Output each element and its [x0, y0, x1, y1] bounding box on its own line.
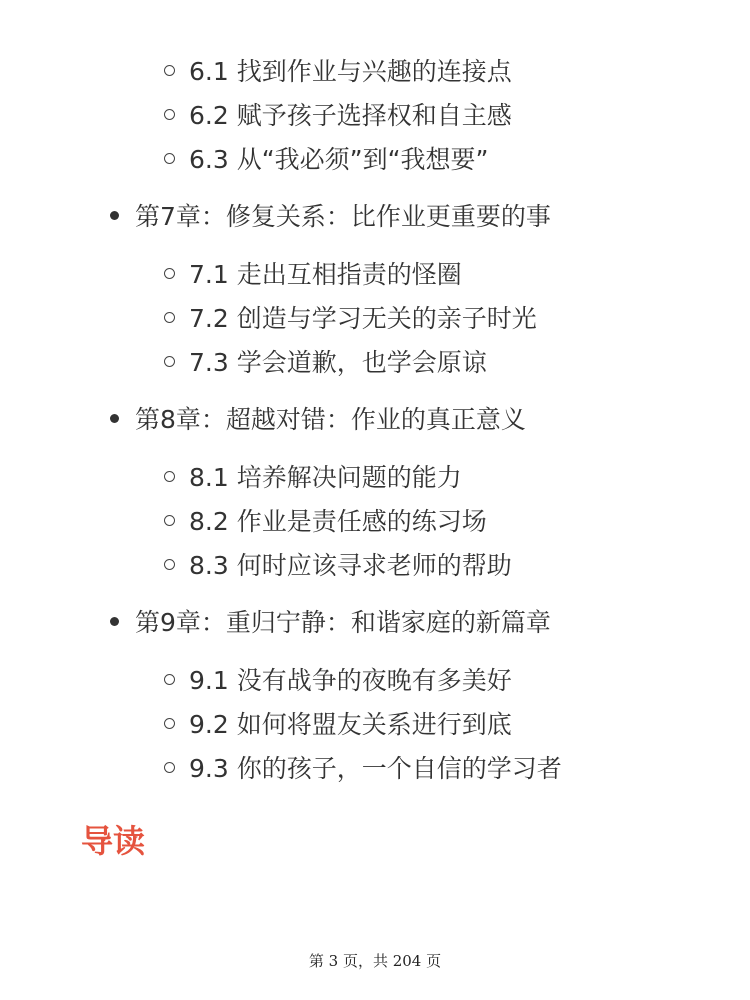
circle-bullet-icon: [164, 471, 175, 482]
circle-bullet-icon: [164, 356, 175, 367]
toc-item-label: 7.1 走出互相指责的怪圈: [189, 260, 462, 289]
toc-item-9-3[interactable]: [164, 747, 562, 787]
toc-chapter-label: 第8章：超越对错：作业的真正意义: [135, 405, 526, 434]
toc-item-label: 9.2 如何将盟友关系进行到底: [189, 710, 512, 739]
disc-bullet-icon: [110, 617, 119, 626]
circle-bullet-icon: [164, 312, 175, 323]
circle-bullet-icon: [164, 762, 175, 773]
disc-bullet-icon: [110, 211, 119, 220]
toc-item-6-2[interactable]: [164, 94, 512, 134]
toc-chapter-label: 第9章：重归宁静：和谐家庭的新篇章: [135, 608, 551, 637]
toc-item-label: 7.3 学会道歉，也学会原谅: [189, 348, 487, 377]
circle-bullet-icon: [164, 515, 175, 526]
toc-chapter-8[interactable]: [110, 398, 526, 438]
circle-bullet-icon: [164, 268, 175, 279]
toc-item-label: 6.3 从“我必须”到“我想要”: [189, 145, 489, 174]
toc-item-label: 6.1 找到作业与兴趣的连接点: [189, 57, 512, 86]
section-heading: 导读: [81, 822, 146, 860]
toc-item-label: 9.1 没有战争的夜晚有多美好: [189, 666, 512, 695]
toc-item-8-3[interactable]: [164, 544, 512, 584]
circle-bullet-icon: [164, 718, 175, 729]
toc-item-6-1[interactable]: [164, 50, 512, 90]
toc-item-9-1[interactable]: [164, 659, 512, 699]
toc-item-7-3[interactable]: [164, 341, 487, 381]
circle-bullet-icon: [164, 153, 175, 164]
circle-bullet-icon: [164, 65, 175, 76]
circle-bullet-icon: [164, 674, 175, 685]
toc-item-label: 9.3 你的孩子，一个自信的学习者: [189, 754, 562, 783]
toc-item-label: 7.2 创造与学习无关的亲子时光: [189, 304, 537, 333]
toc-item-6-3[interactable]: [164, 138, 489, 178]
toc-item-8-2[interactable]: [164, 500, 487, 540]
toc-item-label: 6.2 赋予孩子选择权和自主感: [189, 101, 512, 130]
toc-chapter-9[interactable]: [110, 601, 551, 641]
circle-bullet-icon: [164, 559, 175, 570]
page-number-footer: 第 3 页，共 204 页: [308, 952, 442, 970]
toc-item-8-1[interactable]: [164, 456, 462, 496]
toc-chapter-label: 第7章：修复关系：比作业更重要的事: [135, 202, 551, 231]
toc-item-label: 8.3 何时应该寻求老师的帮助: [189, 551, 512, 580]
toc-item-9-2[interactable]: [164, 703, 512, 743]
toc-chapter-7[interactable]: [110, 195, 551, 235]
toc-item-7-1[interactable]: [164, 253, 462, 293]
toc-item-label: 8.1 培养解决问题的能力: [189, 463, 462, 492]
toc-item-7-2[interactable]: [164, 297, 537, 337]
toc-item-label: 8.2 作业是责任感的练习场: [189, 507, 487, 536]
disc-bullet-icon: [110, 414, 119, 423]
circle-bullet-icon: [164, 109, 175, 120]
